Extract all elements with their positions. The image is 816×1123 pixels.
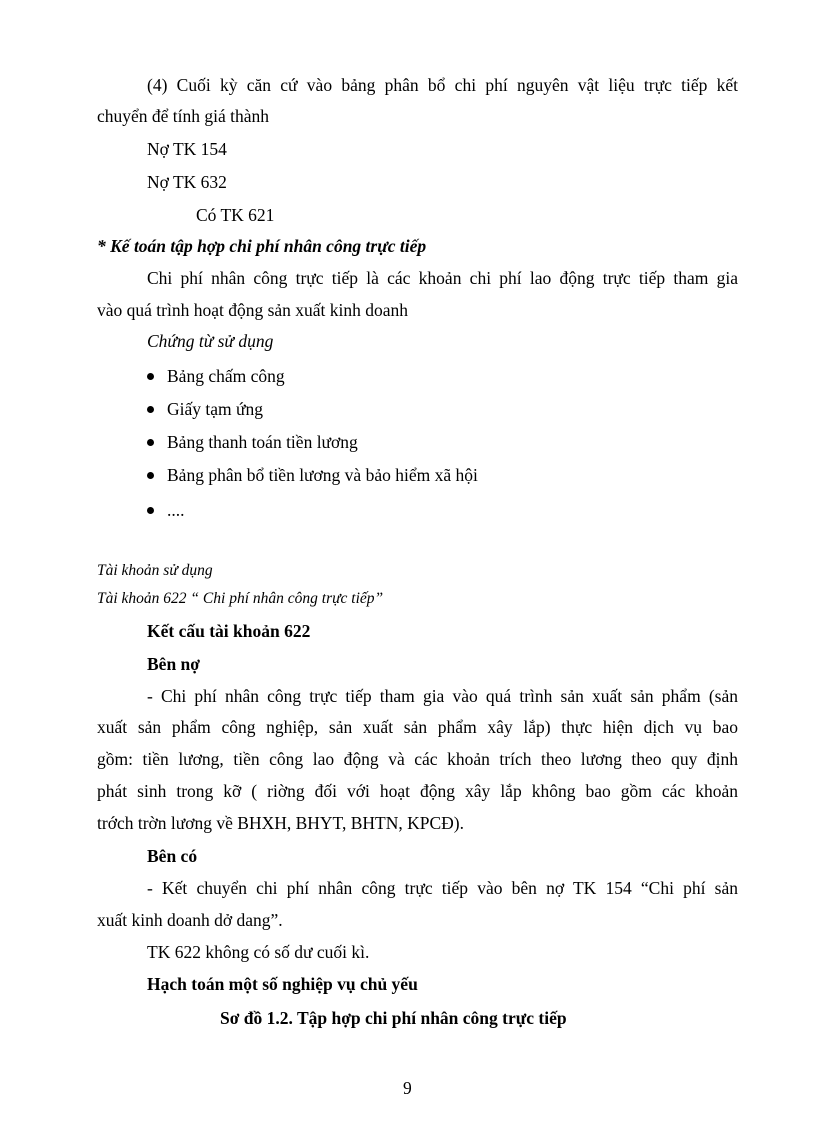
bullet-icon <box>147 373 154 380</box>
balance-note: TK 622 không có số dư cuối kì. <box>147 942 370 962</box>
list-item-label: Bảng chấm công <box>167 366 285 386</box>
entry-credit-621: Có TK 621 <box>196 205 275 225</box>
list-item-label: .... <box>167 500 185 520</box>
debit-text-line2: xuất sản phẩm công nghiệp, sản xuất sản phẩm xây lắp) thực hiện dịch vụ bao <box>97 717 738 737</box>
bullet-icon <box>147 406 154 413</box>
list-item-label: Giấy tạm ứng <box>167 399 263 419</box>
definition-line2: vào quá trình hoạt động sản xuất kinh doanh <box>97 300 409 320</box>
entry-debit-154: Nợ TK 154 <box>147 139 227 159</box>
documents-label: Chứng từ sử dụng <box>147 331 274 351</box>
section-heading: * Kế toán tập hợp chi phí nhân công trực tiếp <box>97 236 427 256</box>
debit-text-line4: phát sinh trong kỡ ( riờng đối với hoạt động xây lắp không bao gồm các khoản <box>97 781 738 801</box>
credit-text-line1: - Kết chuyển chi phí nhân công trực tiếp vào bên nợ TK 154 “Chi phí sản <box>147 878 738 898</box>
diagram-title: Sơ đồ 1.2. Tập hợp chi phí nhân công trực tiếp <box>220 1008 567 1028</box>
paragraph4-line2: chuyển để tính giá thành <box>97 106 270 126</box>
bullet-icon <box>147 439 154 446</box>
debit-heading: Bên nợ <box>147 654 200 674</box>
credit-heading: Bên có <box>147 846 198 866</box>
account-used-label: Tài khoản sử dụng <box>97 562 213 579</box>
page-number: 9 <box>403 1078 412 1098</box>
structure-heading: Kết cấu tài khoản 622 <box>147 621 311 641</box>
debit-text-line3: gồm: tiền lương, tiền công lao động và các khoản trích theo lương theo quy định <box>97 749 738 769</box>
accounting-heading: Hạch toán một số nghiệp vụ chủ yếu <box>147 974 418 994</box>
debit-text-line1: - Chi phí nhân công trực tiếp tham gia vào quá trình sản xuất sản phẩm (sản <box>147 686 738 706</box>
list-item-label: Bảng thanh toán tiền lương <box>167 432 358 452</box>
account-name: Tài khoản 622 “ Chi phí nhân công trực tiếp” <box>97 590 384 607</box>
paragraph4-line1: (4) Cuối kỳ căn cứ vào bảng phân bổ chi phí nguyên vật liệu trực tiếp kết <box>147 75 738 95</box>
definition-line1: Chi phí nhân công trực tiếp là các khoản chi phí lao động trực tiếp tham gia <box>147 268 738 288</box>
debit-text-line5: trớch trờn lương về BHXH, BHYT, BHTN, KPCĐ). <box>97 813 464 833</box>
entry-debit-632: Nợ TK 632 <box>147 172 227 192</box>
list-item-label: Bảng phân bổ tiền lương và bảo hiểm xã hội <box>167 465 478 485</box>
bullet-icon <box>147 507 154 514</box>
credit-text-line2: xuất kinh doanh dở dang”. <box>97 910 283 930</box>
bullet-icon <box>147 472 154 479</box>
